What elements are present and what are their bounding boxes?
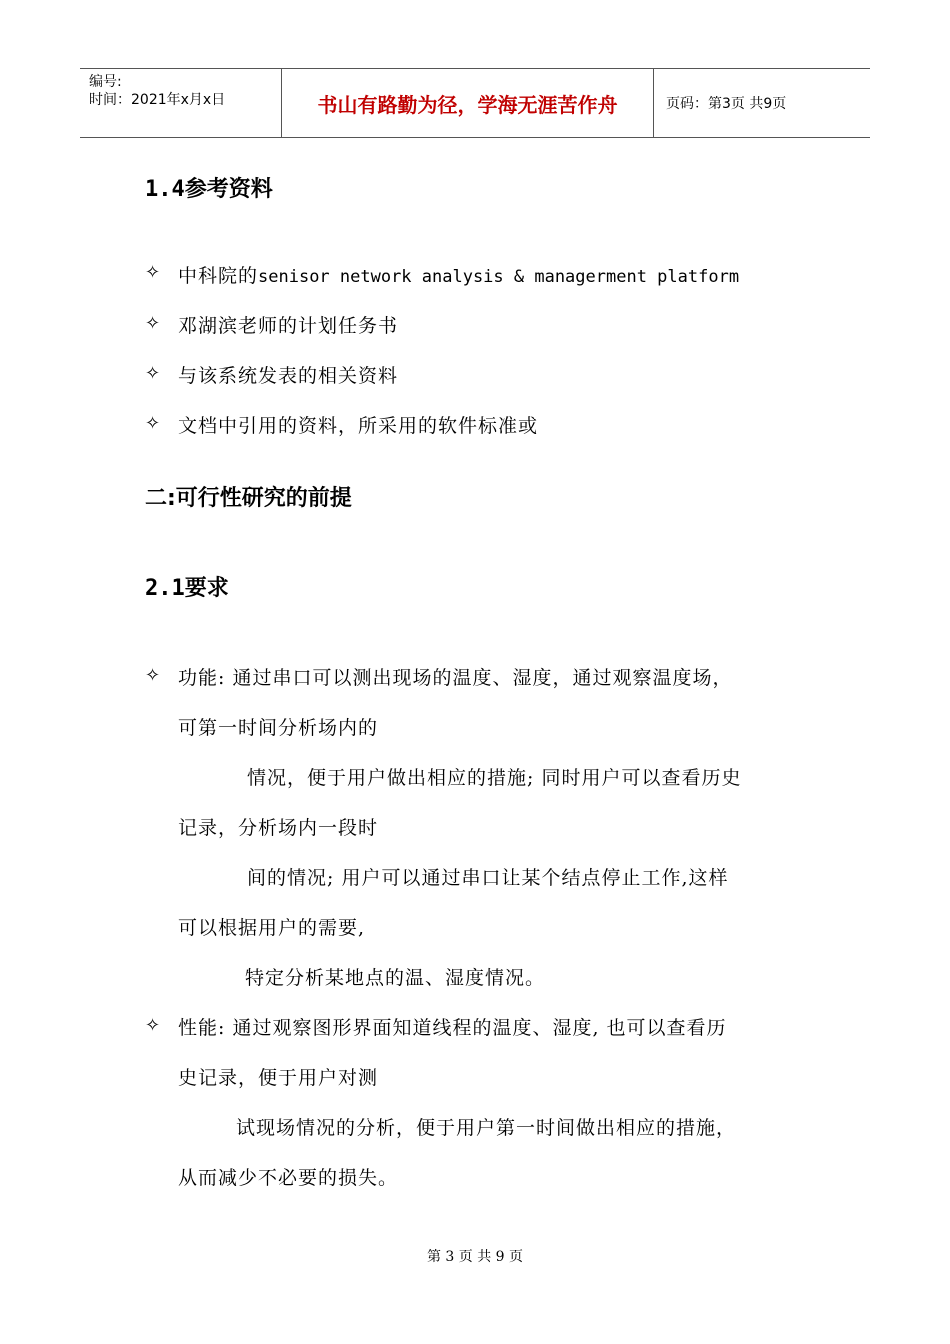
header-meta xyxy=(80,69,282,137)
bullet-icon: ✧ xyxy=(145,313,161,334)
performance-line-3: 试现场情况的分析，便于用户第一时间做出相应的措施， xyxy=(236,1117,737,1139)
function-line-6: 可以根据用户的需要, xyxy=(178,917,366,939)
section-2-1-title: 2.1要求 xyxy=(145,576,229,601)
bullet-icon: ✧ xyxy=(145,262,161,283)
function-line-3: 情况，便于用户做出相应的措施; 同时用户可以查看历史 xyxy=(247,767,742,789)
bullet-icon: ✧ xyxy=(145,363,161,384)
reference-item-1-prefix: 中科院的 xyxy=(178,265,259,287)
header-number-label: 编号: xyxy=(89,74,122,90)
page-footer: 第 3 页 共 9 页 xyxy=(426,1249,524,1265)
performance-line-4: 从而减少不必要的损失。 xyxy=(178,1167,399,1189)
page-header xyxy=(80,68,870,138)
reference-item-4: 文档中引用的资料，所采用的软件标准或 xyxy=(178,415,539,437)
performance-line-1: 性能: 通过观察图形界面知道线程的温度、湿度, 也可以查看历 xyxy=(178,1017,727,1039)
reference-item-1-text: senisor network analysis & managerment platform xyxy=(258,267,740,287)
header-time-label: 时间：2021年x月x日 xyxy=(89,92,226,108)
function-line-7: 特定分析某地点的温、湿度情况。 xyxy=(245,967,546,989)
reference-item-2: 邓湖滨老师的计划任务书 xyxy=(178,315,399,337)
performance-line-2: 史记录，便于用户对测 xyxy=(178,1067,379,1089)
reference-item-3: 与该系统发表的相关资料 xyxy=(178,365,399,387)
bullet-icon: ✧ xyxy=(145,665,161,686)
bullet-icon: ✧ xyxy=(145,1015,161,1036)
header-motto: 书山有路勤为径，学海无涯苦作舟 xyxy=(282,69,654,137)
function-line-5: 间的情况; 用户可以通过串口让某个结点停止工作,这样 xyxy=(247,867,729,889)
reference-item-1 xyxy=(178,261,739,288)
bullet-icon: ✧ xyxy=(145,413,161,434)
header-page-label: 页码：第3页 共9页 xyxy=(666,96,787,112)
function-line-1: 功能: 通过串口可以测出现场的温度、湿度，通过观察温度场， xyxy=(178,667,733,689)
function-line-2: 可第一时间分析场内的 xyxy=(178,717,379,739)
section-1-4-title: 1.4参考资料 xyxy=(145,177,273,202)
chapter-2-title: 二:可行性研究的前提 xyxy=(145,486,352,511)
function-line-4: 记录，分析场内一段时 xyxy=(178,817,379,839)
